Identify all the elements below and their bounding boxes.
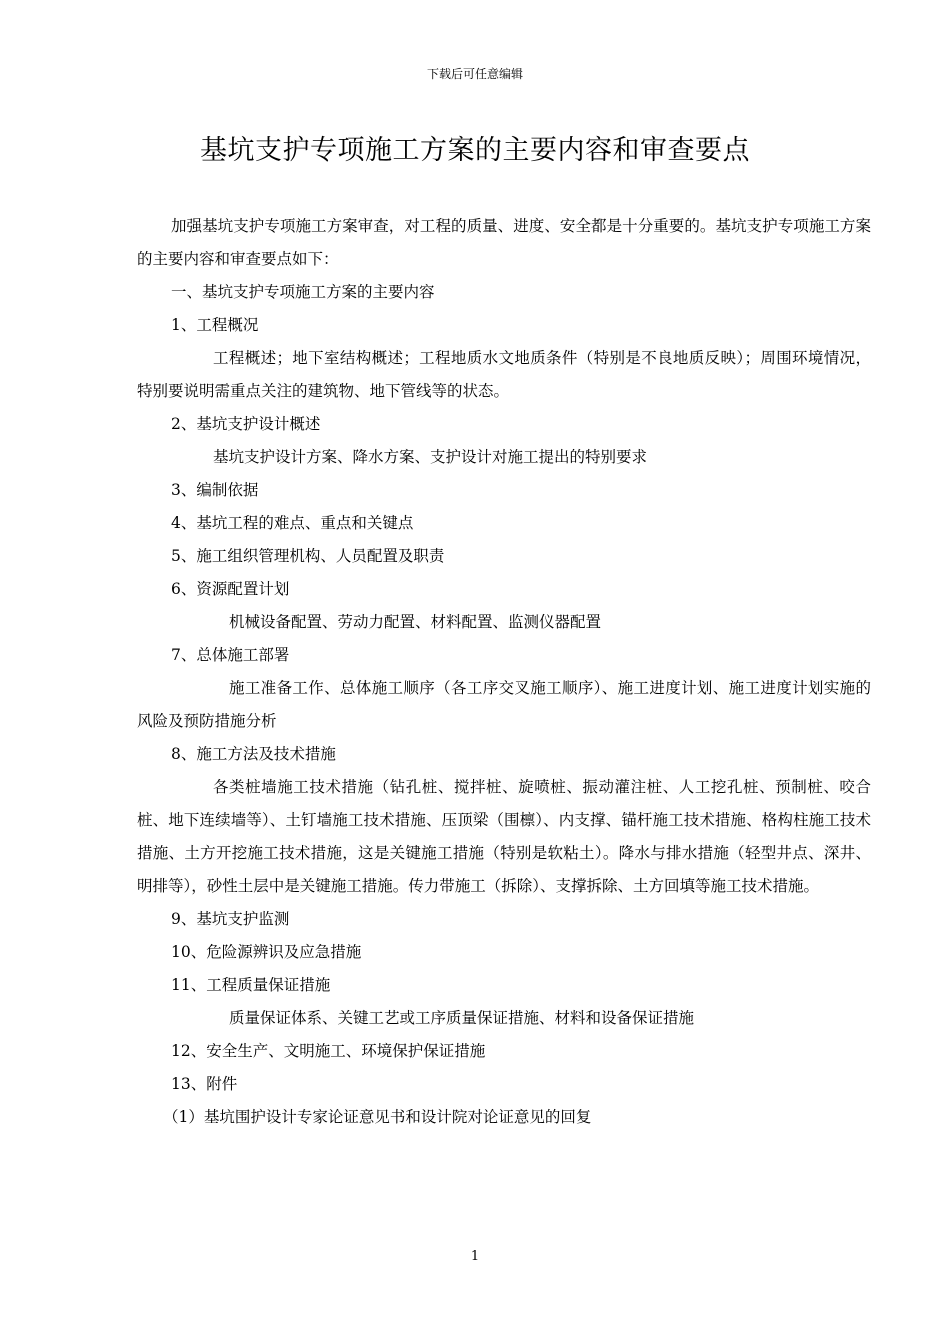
section-heading: 一、基坑支护专项施工方案的主要内容 (171, 283, 435, 301)
document-title: 基坑支护专项施工方案的主要内容和审查要点 (200, 135, 750, 166)
page-number: 1 (470, 1249, 480, 1264)
item-heading: 2、基坑支护设计概述 (171, 415, 321, 433)
item-heading: 11、工程质量保证措施 (171, 976, 331, 994)
document-body (137, 210, 871, 1134)
item-heading: 9、基坑支护监测 (171, 910, 290, 928)
attachment-item: （1）基坑围护设计专家论证意见书和设计院对论证意见的回复 (163, 1108, 592, 1126)
item-text: 施工准备工作、总体施工顺序（各工序交叉施工顺序）、施工进度计划、施工进度计划实施的风险及预防措施分析 (137, 679, 871, 730)
item-heading: 10、危险源辨识及应急措施 (171, 943, 362, 961)
page-header: 下载后可任意编辑 (426, 67, 523, 81)
item-heading: 4、基坑工程的难点、重点和关键点 (171, 514, 414, 532)
item-text: 机械设备配置、劳动力配置、材料配置、监测仪器配置 (229, 613, 602, 631)
item-heading: 7、总体施工部署 (171, 646, 290, 664)
item-text: 各类桩墙施工技术措施（钻孔桩、搅拌桩、旋喷桩、振动灌注桩、人工挖孔桩、预制桩、咬合桩、地下连续墙等）、土钉墙施工技术措施、压顶梁（围檩）、内支撑、锚杆施工技术措施、格构柱施工技术措施、土方开挖施工技术措施，这是关键施工措施（特别是软粘土）。降水与排水措施（轻型井点、深井、明排等），砂性土层中是关键施工措施。传力带施工（拆除）、支撑拆除、土方回填等施工技术措施。 (137, 778, 871, 895)
item-heading: 8、施工方法及技术措施 (171, 745, 336, 763)
item-heading: 5、施工组织管理机构、人员配置及职责 (171, 547, 445, 565)
item-text: 基坑支护设计方案、降水方案、支护设计对施工提出的特别要求 (213, 448, 648, 466)
item-heading: 1、工程概况 (171, 316, 259, 334)
item-heading: 6、资源配置计划 (171, 580, 290, 598)
intro-paragraph: 加强基坑支护专项施工方案审查，对工程的质量、进度、安全都是十分重要的。基坑支护专项施工方案的主要内容和审查要点如下： (137, 217, 871, 268)
item-heading: 3、编制依据 (171, 481, 259, 499)
item-heading: 12、安全生产、文明施工、环境保护保证措施 (171, 1042, 486, 1060)
item-text: 工程概述；地下室结构概述；工程地质水文地质条件（特别是不良地质反映）；周围环境情况，特别要说明需重点关注的建筑物、地下管线等的状态。 (137, 349, 871, 400)
item-heading: 13、附件 (171, 1075, 238, 1093)
item-text: 质量保证体系、关键工艺或工序质量保证措施、材料和设备保证措施 (229, 1009, 695, 1027)
